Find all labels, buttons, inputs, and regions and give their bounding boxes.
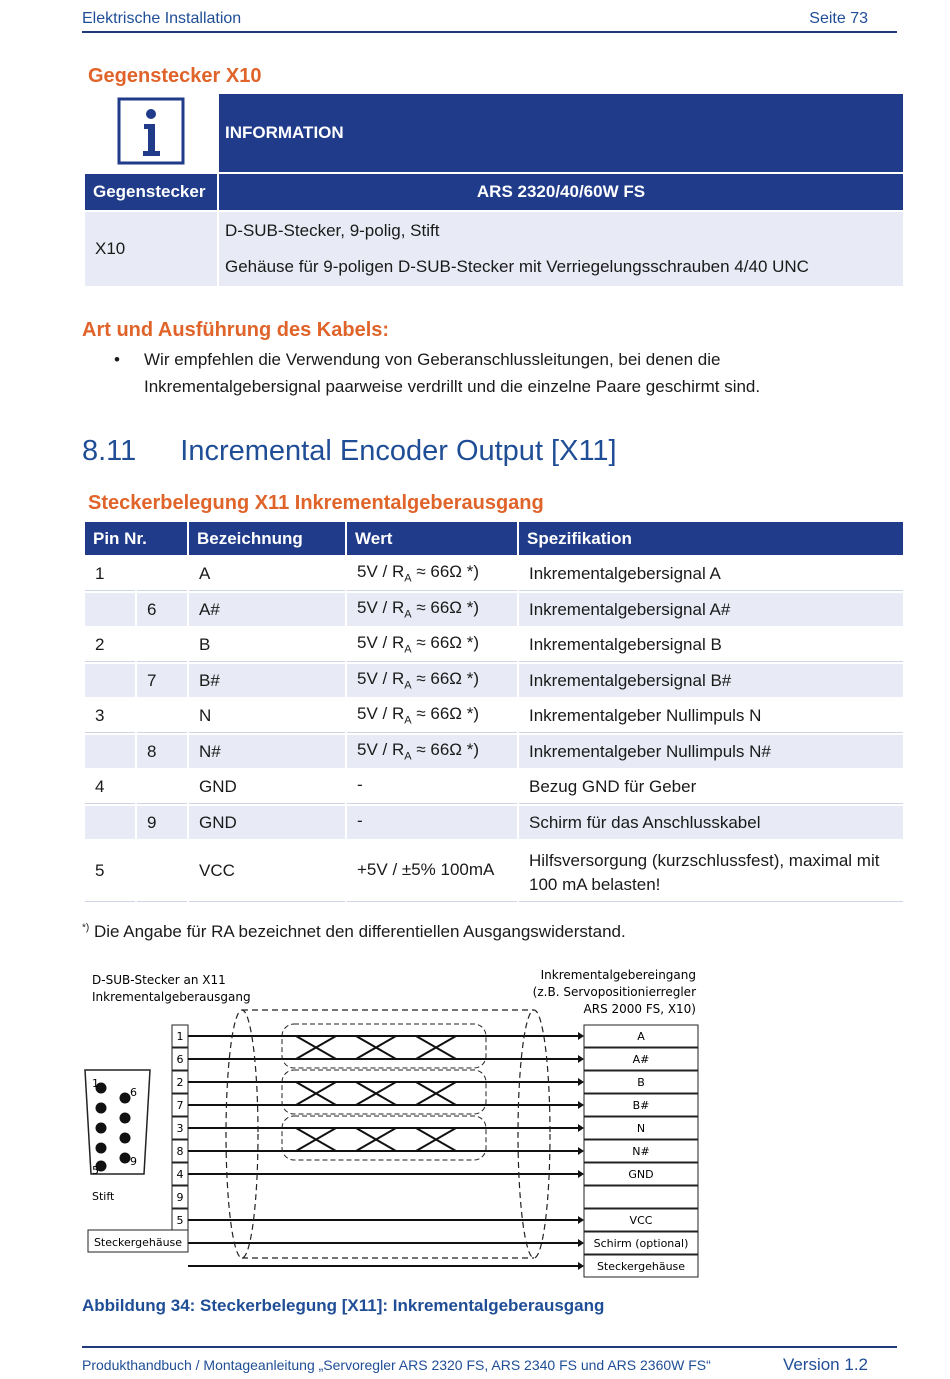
pin-label: 2: [176, 1076, 184, 1089]
pin-spezifikation: Inkrementalgebersignal A#: [519, 593, 903, 626]
pin-number-a: 1: [85, 557, 135, 591]
pin-number-a: 3: [85, 699, 135, 733]
pin-wert: [347, 557, 517, 591]
pin-wert: [347, 664, 517, 697]
right-connector-label: B: [637, 1076, 645, 1089]
pin-bezeichnung: A: [189, 557, 345, 591]
right-connector-label: A: [637, 1030, 645, 1043]
wire-arrow: [578, 1147, 584, 1155]
info-table: [83, 92, 905, 288]
pin-bezeichnung: A#: [189, 593, 345, 626]
section-title: Incremental Encoder Output [X11]: [180, 435, 617, 467]
dsub-connector-icon: [85, 1070, 150, 1177]
pin-bezeichnung: N#: [189, 735, 345, 768]
pin-spezifikation: Inkrementalgebersignal B#: [519, 664, 903, 697]
kabel-bullet-text: Wir empfehlen die Verwendung von Geberanschlussleitungen, bei denen die Inkrementalgebersignal paarweise verdrillt und die einzelne Paare geschirmt sind.: [144, 350, 761, 396]
pin-number-b: [137, 628, 187, 662]
pin-number-a: [85, 664, 135, 697]
wert-text: 5V / R: [357, 598, 405, 618]
pin-label: 6: [176, 1053, 184, 1066]
header-page-number: Seite 73: [809, 10, 868, 27]
pin-spezifikation: Inkrementalgeber Nullimpuls N#: [519, 735, 903, 768]
footer-version: Version 1.2: [782, 1355, 868, 1374]
right-connector-label: A#: [632, 1053, 650, 1066]
footnote: [82, 922, 626, 942]
footer-divider: [82, 1346, 897, 1348]
pin-number-a: 5: [85, 841, 135, 902]
wert-suffix: ≈ 66Ω *): [411, 633, 479, 653]
right-connector-label: VCC: [629, 1214, 653, 1227]
pin-number-a: 2: [85, 628, 135, 662]
pin-label: 8: [176, 1145, 184, 1158]
pin-number-b: [137, 557, 187, 591]
gegenstecker-heading: Gegenstecker X10: [88, 65, 262, 87]
pin-spezifikation: Schirm für das Anschlusskabel: [519, 806, 903, 839]
wert-text: 5V / R: [357, 704, 405, 724]
footnote-text: Die Angabe für RA bezeichnet den differentiellen Ausgangswiderstand.: [89, 922, 626, 941]
wert-suffix: ≈ 66Ω *): [411, 704, 479, 724]
wert-subscript: A: [404, 679, 412, 692]
right-connector-label: Steckergehäuse: [596, 1260, 686, 1273]
pin-bezeichnung: GND: [189, 770, 345, 804]
pin-number-a: [85, 735, 135, 768]
x10-description: [219, 212, 903, 286]
wert-suffix: ≈ 66Ω *): [411, 669, 479, 689]
info-label: INFORMATION: [219, 94, 903, 172]
pin-bezeichnung: VCC: [189, 841, 345, 902]
pin-bezeichnung: B#: [189, 664, 345, 697]
diagram-left-title-1: D-SUB-Stecker an X11: [92, 973, 226, 987]
pin-wert: [347, 806, 517, 839]
diagram-right-title-2: (z.B. Servopositionierregler: [532, 985, 696, 999]
x10-line-1: D-SUB-Stecker, 9-polig, Stift: [225, 221, 440, 240]
right-connector-labels: [584, 1025, 698, 1277]
pin-number-b: [137, 699, 187, 733]
right-connector-label: Schirm (optional): [593, 1237, 689, 1250]
header-section-title: Elektrische Installation: [82, 10, 242, 27]
pin-spezifikation: Hilfsversorgung (kurzschlussfest), maximal mit 100 mA belasten!: [519, 841, 903, 902]
header-divider: [82, 31, 897, 33]
figure-caption: Abbildung 34: Steckerbelegung [X11]: Inkrementalgeberausgang: [82, 1296, 605, 1315]
pin-table-row: [85, 557, 903, 591]
pin-spezifikation: Bezug GND für Geber: [519, 770, 903, 804]
wire-arrow: [578, 1078, 584, 1086]
wert-subscript: A: [404, 608, 412, 621]
dsub-pin-9-label: 9: [130, 1155, 137, 1168]
pin-table-row: [85, 841, 903, 902]
right-connector-label: N: [636, 1122, 646, 1135]
pin-label: 7: [176, 1099, 184, 1112]
pin-number-b: 8: [137, 735, 187, 768]
pin-table-row: [85, 699, 903, 733]
pin-label: 9: [176, 1191, 184, 1204]
diagram-right-title-1: Inkrementalgebereingang: [540, 968, 696, 982]
kabel-heading: Art und Ausführung des Kabels:: [82, 319, 390, 341]
wire-arrow: [578, 1101, 584, 1109]
wert-subscript: A: [404, 572, 412, 585]
pin-number-b: [137, 770, 187, 804]
housing-label: Steckergehäuse: [93, 1236, 183, 1249]
wert-subscript: A: [404, 714, 412, 727]
pin-number-b: 7: [137, 664, 187, 697]
dsub-pin-5-label: 5: [92, 1164, 99, 1177]
ars-col-header: ARS 2320/40/60W FS: [219, 174, 903, 210]
pin-spezifikation: Inkrementalgebersignal A: [519, 557, 903, 591]
pin-label: 1: [176, 1030, 184, 1043]
pin-number-b: 9: [137, 806, 187, 839]
col-header-pin: Pin Nr.: [85, 522, 187, 555]
section-number: 8.11: [82, 435, 137, 467]
diagram-right-title-3: ARS 2000 FS, X10): [583, 1002, 696, 1016]
right-connector-label: N#: [632, 1145, 650, 1158]
wert-text: 5V / R: [357, 669, 405, 689]
wert-text: -: [357, 775, 363, 795]
pin-table-row: [85, 628, 903, 662]
col-header-bezeichnung: Bezeichnung: [189, 522, 345, 555]
col-header-wert: Wert: [347, 522, 517, 555]
pin-table-row: [85, 664, 903, 697]
wert-subscript: A: [404, 643, 412, 656]
dsub-pin-6-label: 6: [130, 1086, 137, 1099]
left-pin-labels: [172, 1025, 188, 1231]
x10-line-2: Gehäuse für 9-poligen D-SUB-Stecker mit Verriegelungsschrauben 4/40 UNC: [225, 257, 809, 276]
pin-wert: [347, 770, 517, 804]
footnote-mark: *): [82, 922, 90, 934]
pin-table: [83, 520, 905, 904]
pin-number-a: [85, 593, 135, 626]
pin-label: 5: [176, 1214, 184, 1227]
right-connector-label: B#: [632, 1099, 650, 1112]
pin-label: 3: [176, 1122, 184, 1135]
gegenstecker-col-header: Gegenstecker: [85, 174, 217, 210]
wert-suffix: ≈ 66Ω *): [411, 598, 479, 618]
pin-spezifikation: Inkrementalgeber Nullimpuls N: [519, 699, 903, 733]
wire-arrow: [578, 1124, 584, 1132]
wert-subscript: A: [404, 750, 412, 763]
x10-label: X10: [85, 212, 217, 286]
pin-table-heading: Steckerbelegung X11 Inkrementalgeberausgang: [88, 492, 544, 514]
pin-number-b: 6: [137, 593, 187, 626]
dsub-pin-1-label: 1: [92, 1077, 99, 1090]
wert-text: 5V / R: [357, 562, 405, 582]
pin-wert: [347, 593, 517, 626]
wire-arrow: [578, 1239, 584, 1247]
info-icon: [117, 97, 185, 165]
wert-text: +5V / ±5% 100mA: [357, 859, 495, 879]
pin-wert: [347, 841, 517, 902]
pin-number-a: 4: [85, 770, 135, 804]
wire-arrow: [578, 1170, 584, 1178]
wire-arrow: [578, 1055, 584, 1063]
right-connector-box: [584, 1186, 698, 1208]
pin-bezeichnung: GND: [189, 806, 345, 839]
pin-table-row: [85, 806, 903, 839]
pin-table-row: [85, 593, 903, 626]
info-icon-cell: [85, 94, 217, 172]
pin-table-row: [85, 770, 903, 804]
pin-table-row: [85, 735, 903, 768]
wiring-diagram: [82, 962, 722, 1288]
wert-suffix: ≈ 66Ω *): [411, 562, 479, 582]
section-heading: [82, 435, 617, 468]
pin-wert: [347, 735, 517, 768]
pin-bezeichnung: N: [189, 699, 345, 733]
kabel-bullet-list: [114, 346, 894, 400]
pin-number-b: [137, 841, 187, 902]
bullet-dot: •: [114, 350, 120, 369]
wire-arrow: [578, 1032, 584, 1040]
right-connector-label: GND: [628, 1168, 654, 1181]
pin-table-body: [85, 557, 903, 902]
pin-wert: [347, 699, 517, 733]
wert-text: -: [357, 811, 363, 831]
wert-text: 5V / R: [357, 633, 405, 653]
footer-document-title: Produkthandbuch / Montageanleitung „Servoregler ARS 2320 FS, ARS 2340 FS und ARS 2360W FS“: [82, 1357, 711, 1373]
pin-spezifikation: Inkrementalgebersignal B: [519, 628, 903, 662]
col-header-spezifikation: Spezifikation: [519, 522, 903, 555]
pin-label: 4: [176, 1168, 184, 1181]
wire-arrow: [578, 1216, 584, 1224]
wert-suffix: ≈ 66Ω *): [411, 740, 479, 760]
diagram-left-title-2: Inkrementalgeberausgang: [92, 990, 251, 1004]
pin-bezeichnung: B: [189, 628, 345, 662]
wire-arrow: [578, 1262, 584, 1270]
pin-wert: [347, 628, 517, 662]
wert-text: 5V / R: [357, 740, 405, 760]
stift-label: Stift: [92, 1190, 115, 1203]
pin-number-a: [85, 806, 135, 839]
